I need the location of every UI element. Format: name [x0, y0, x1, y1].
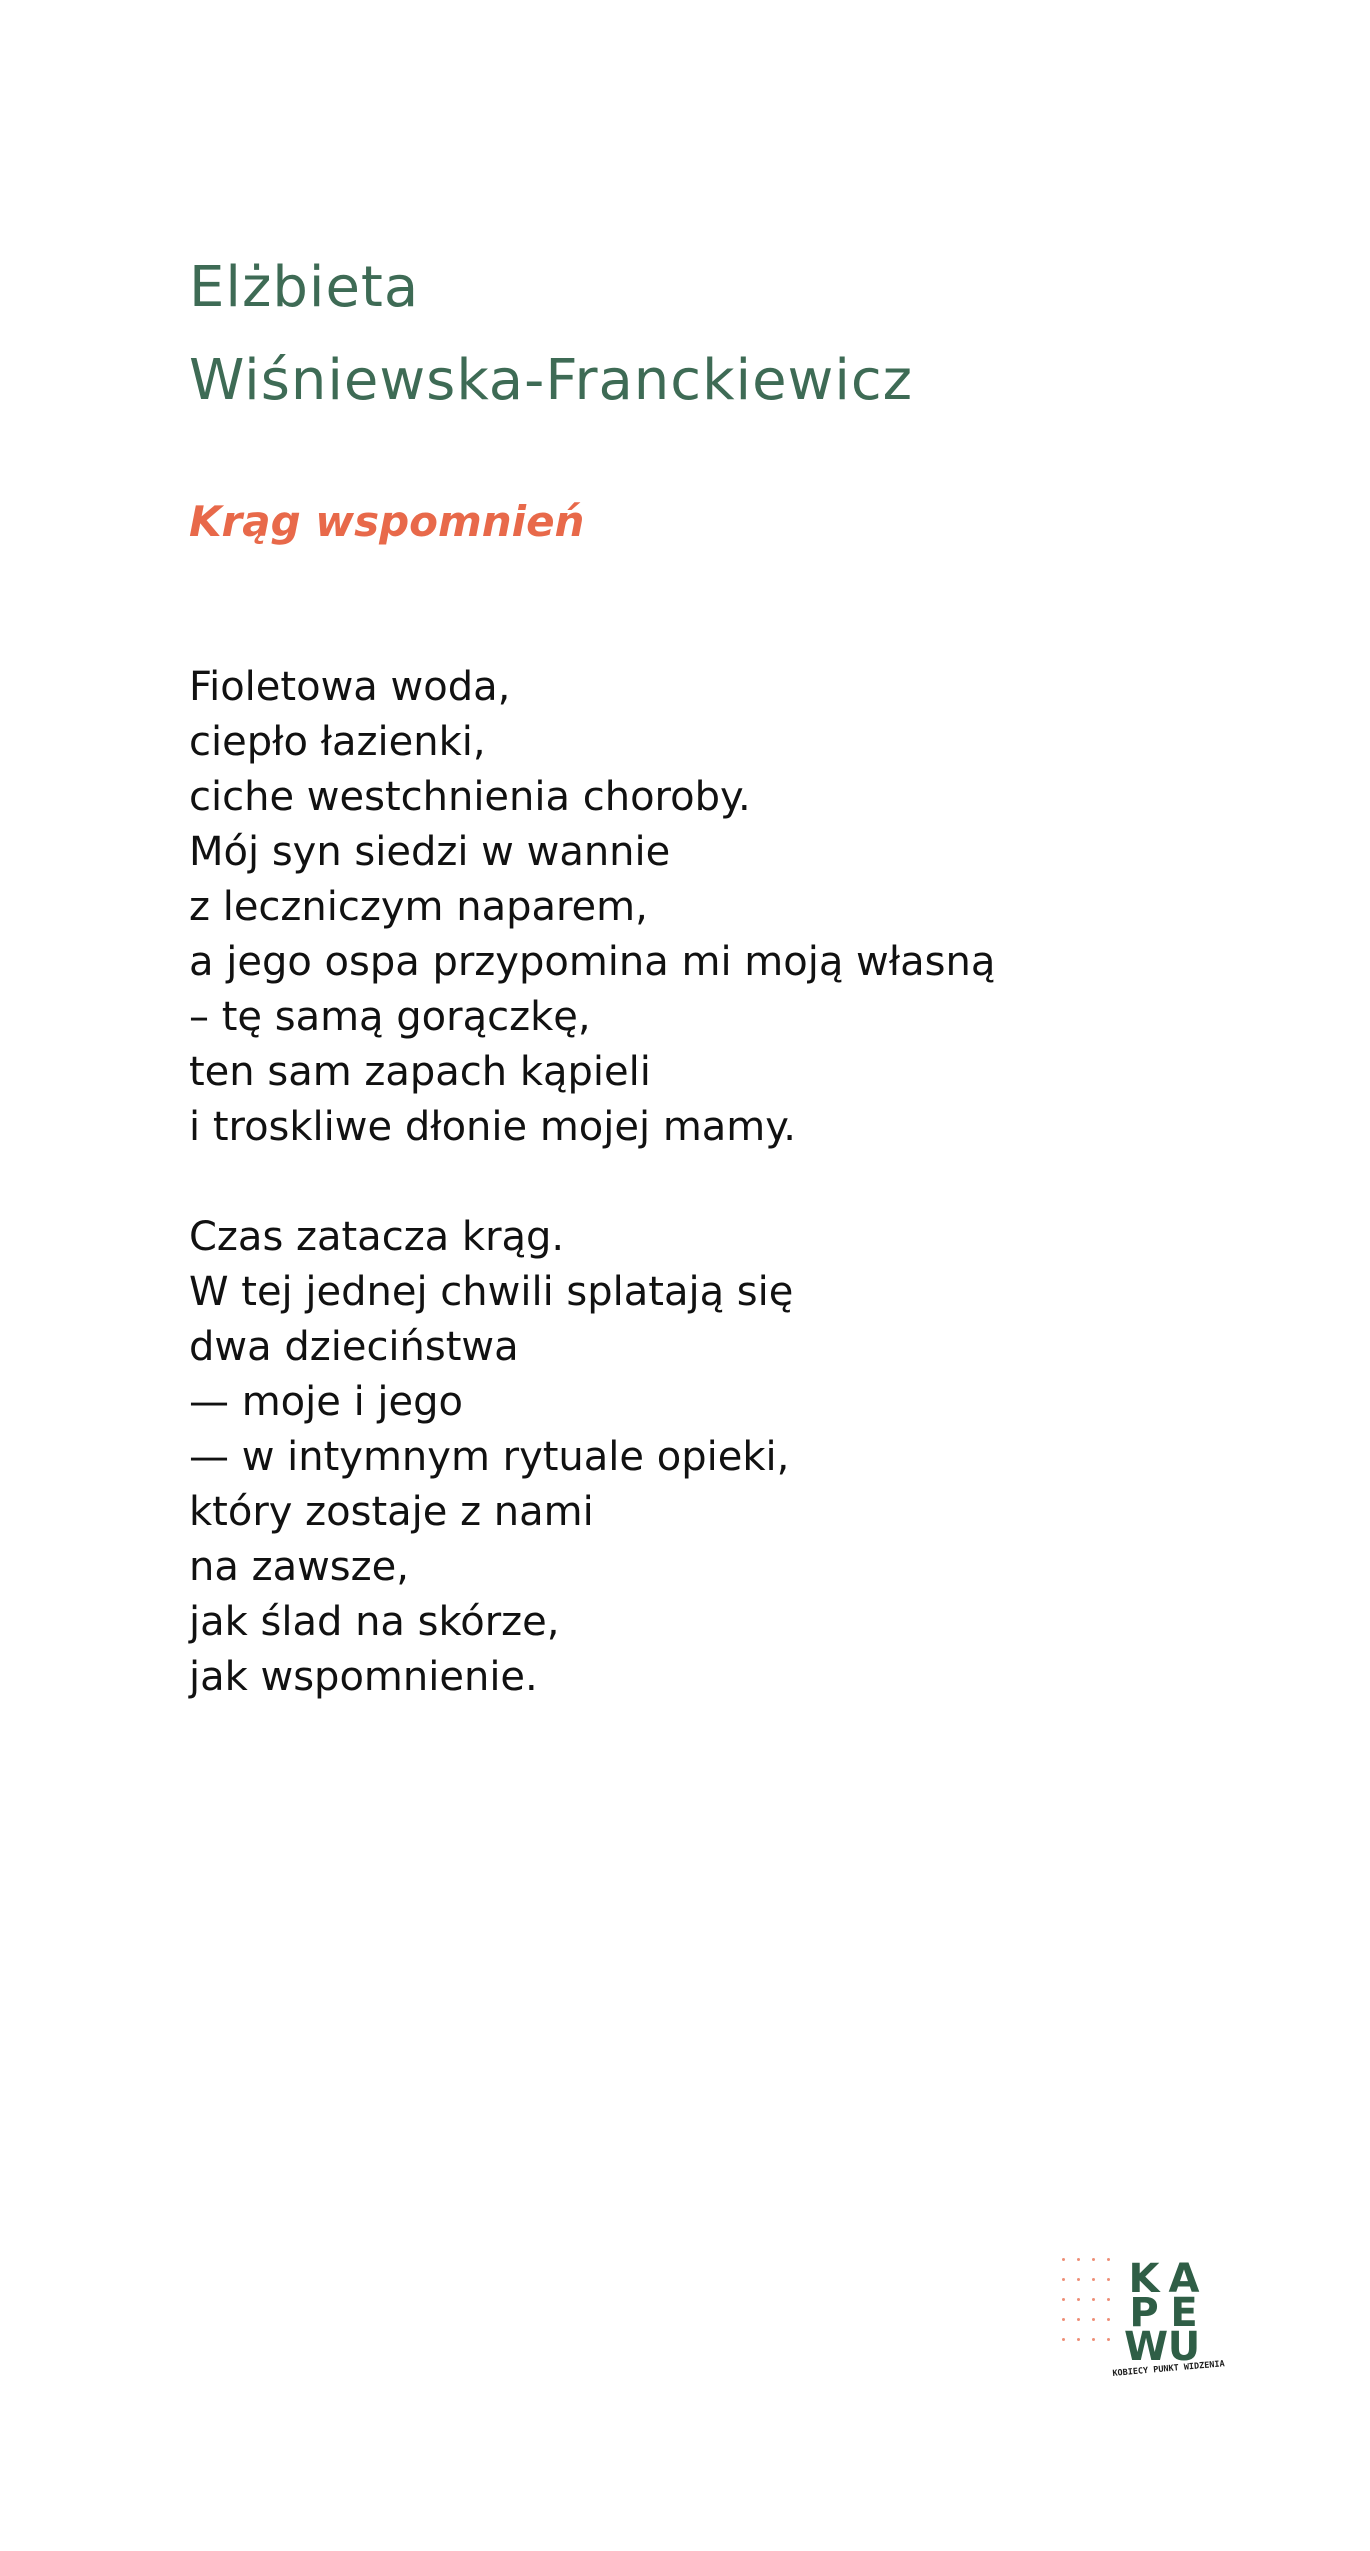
poem-line: – tę samą gorączkę, — [189, 994, 591, 1040]
author-name — [189, 241, 913, 427]
poem-line: ciepło łazienki, — [189, 719, 486, 765]
logo-dot-grid — [1062, 2258, 1122, 2358]
author-first-name: Elżbieta — [189, 255, 420, 320]
poem-line: dwa dzieciństwa — [189, 1324, 519, 1370]
stanza — [189, 1210, 995, 1705]
poem-line: z leczniczym naparem, — [189, 884, 648, 930]
logo-letter: U — [1167, 2324, 1201, 2370]
logo-wordmark — [1124, 2256, 1204, 2370]
author-last-name: Wiśniewska-Franckiewicz — [189, 348, 914, 413]
stanza — [189, 660, 995, 1155]
poem-line: który zostaje z nami — [189, 1489, 594, 1535]
poem-line: Czas zatacza krąg. — [189, 1214, 565, 1260]
poem-line: — w intymnym rytuale opieki, — [189, 1434, 790, 1480]
kapewu-logo — [1062, 2258, 1262, 2408]
poem-line: ciche westchnienia choroby. — [189, 774, 751, 820]
poem-line: jak ślad na skórze, — [189, 1599, 560, 1645]
logo-letter: E — [1170, 2290, 1198, 2336]
logo-letter: W — [1124, 2324, 1169, 2370]
poem-title: Krąg wspomnień — [189, 497, 585, 546]
poem-line: Fioletowa woda, — [189, 664, 511, 710]
poem-line: jak wspomnienie. — [189, 1654, 538, 1700]
poem-line: Mój syn siedzi w wannie — [189, 829, 671, 875]
poem-line: ten sam zapach kąpieli — [189, 1049, 651, 1095]
poem-line: i troskliwe dłonie mojej mamy. — [189, 1104, 796, 1150]
logo-letter: A — [1168, 2256, 1200, 2302]
poem-line: a jego ospa przypomina mi moją własną — [189, 939, 996, 985]
logo-tagline: KOBIECY PUNKT WIDZENIA — [1112, 2359, 1226, 2379]
poem-body — [189, 660, 995, 1705]
poem-line: na zawsze, — [189, 1544, 409, 1590]
poem-line: — moje i jego — [189, 1379, 464, 1425]
logo-letter: K — [1128, 2256, 1160, 2302]
logo-letter: P — [1129, 2290, 1159, 2336]
poem-line: W tej jednej chwili splatają się — [189, 1269, 794, 1315]
